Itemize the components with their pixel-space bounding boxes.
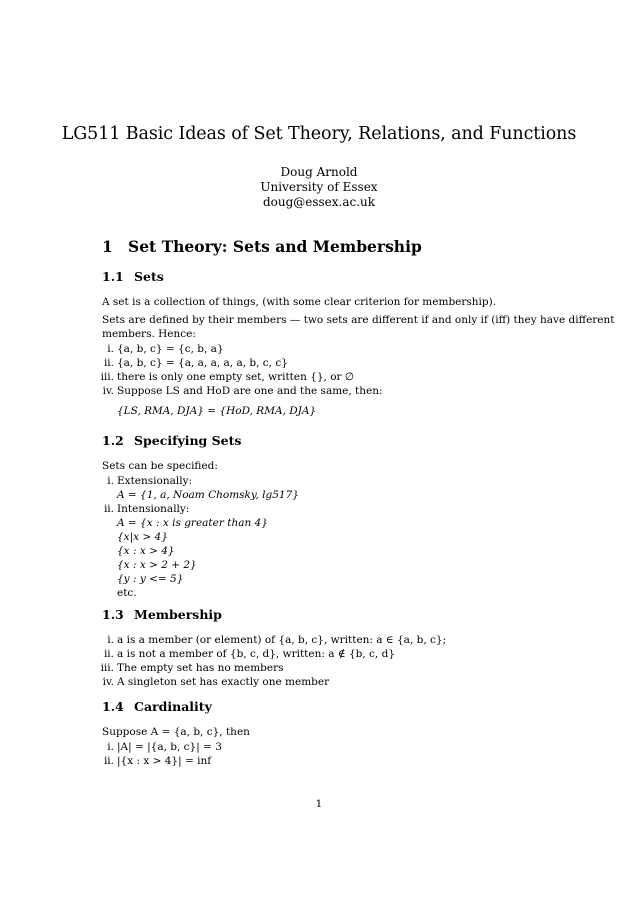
list-text: The empty set has no members: [117, 662, 284, 674]
section-title: Set Theory: Sets and Membership: [128, 237, 422, 256]
list-label: iv.: [102, 385, 114, 397]
subsection-heading: [102, 699, 212, 714]
paragraph: Sets can be specified:: [102, 460, 218, 472]
list-label: ii.: [103, 357, 114, 369]
list-label: i.: [107, 634, 114, 646]
paragraph: members. Hence:: [102, 328, 196, 340]
author-email: doug@essex.ac.uk: [262, 195, 376, 209]
set-expression: {x|x > 4}: [117, 531, 168, 543]
list-text: there is only one empty set, written {}, or ∅: [117, 371, 355, 383]
list-item: [103, 356, 288, 370]
list-item: [102, 675, 330, 689]
section-number: 1: [102, 237, 113, 256]
list-item: [102, 384, 383, 398]
list-label: iv.: [102, 676, 114, 688]
list-text: a is a member (or element) of {a, b, c}, written: a ∈ {a, b, c};: [117, 634, 447, 646]
subsection-title: Specifying Sets: [134, 433, 242, 448]
subsection-number: 1.3: [102, 607, 124, 622]
subsection-number: 1.1: [102, 269, 124, 284]
paper-title: LG511 Basic Ideas of Set Theory, Relations, and Functions: [61, 124, 577, 144]
list-item: [107, 633, 447, 647]
list-item: [103, 647, 395, 661]
list-item: [103, 754, 212, 768]
subsection-number: 1.4: [102, 699, 124, 714]
paragraph: Suppose A = {a, b, c}, then: [102, 726, 250, 738]
list-item: [100, 370, 355, 384]
author-affiliation: University of Essex: [260, 180, 378, 194]
list-label: i.: [107, 741, 114, 753]
list-label: ii.: [103, 755, 114, 767]
list-item: [107, 342, 224, 356]
list-text: {a, b, c} = {a, a, a, a, a, b, c, c}: [117, 357, 288, 369]
set-expression: A = {1, a, Noam Chomsky, lg517}: [117, 489, 299, 501]
section-heading: [102, 237, 422, 256]
list-text: {a, b, c} = {c, b, a}: [117, 343, 224, 355]
list-item: [107, 740, 222, 754]
list-text: |A| = |{a, b, c}| = 3: [117, 741, 222, 753]
subsection-heading: [102, 607, 222, 622]
subsection-title: Sets: [134, 269, 164, 284]
list-item: [107, 474, 193, 488]
subsection-number: 1.2: [102, 433, 124, 448]
list-label: i.: [107, 343, 114, 355]
set-expression: A = {x : x is greater than 4}: [117, 517, 268, 529]
set-expression: {x : x > 2 + 2}: [117, 559, 197, 571]
list-text: |{x : x > 4}| = inf: [117, 755, 212, 767]
page-number: 1: [315, 798, 323, 810]
subsection-heading: [102, 269, 164, 284]
etc-text: etc.: [117, 587, 137, 599]
list-text: A singleton set has exactly one member: [117, 676, 330, 688]
set-expression: {y : y <= 5}: [117, 573, 184, 585]
set-expression: {x : x > 4}: [117, 545, 175, 557]
paragraph: Sets are defined by their members — two sets are different if and only if (iff) they have different: [102, 314, 615, 326]
subsection-title: Cardinality: [134, 699, 212, 714]
list-label: ii.: [103, 503, 114, 515]
list-item: [100, 661, 284, 675]
list-label: iii.: [100, 662, 114, 674]
display-equation: {LS, RMA, DJA} = {HoD, RMA, DJA}: [117, 405, 317, 417]
list-label: ii.: [103, 648, 114, 660]
list-item: [103, 502, 190, 516]
list-text: a is not a member of {b, c, d}, written: a ∉ {b, c, d}: [117, 648, 395, 660]
author-name: Doug Arnold: [280, 165, 358, 179]
list-text: Suppose LS and HoD are one and the same, then:: [117, 385, 383, 397]
list-label: i.: [107, 475, 114, 487]
subsection-title: Membership: [134, 607, 222, 622]
list-text: Intensionally:: [117, 503, 190, 515]
subsection-heading: [102, 433, 241, 448]
paragraph: A set is a collection of things, (with some clear criterion for membership).: [102, 296, 497, 308]
list-text: Extensionally:: [117, 475, 193, 487]
list-label: iii.: [100, 371, 114, 383]
